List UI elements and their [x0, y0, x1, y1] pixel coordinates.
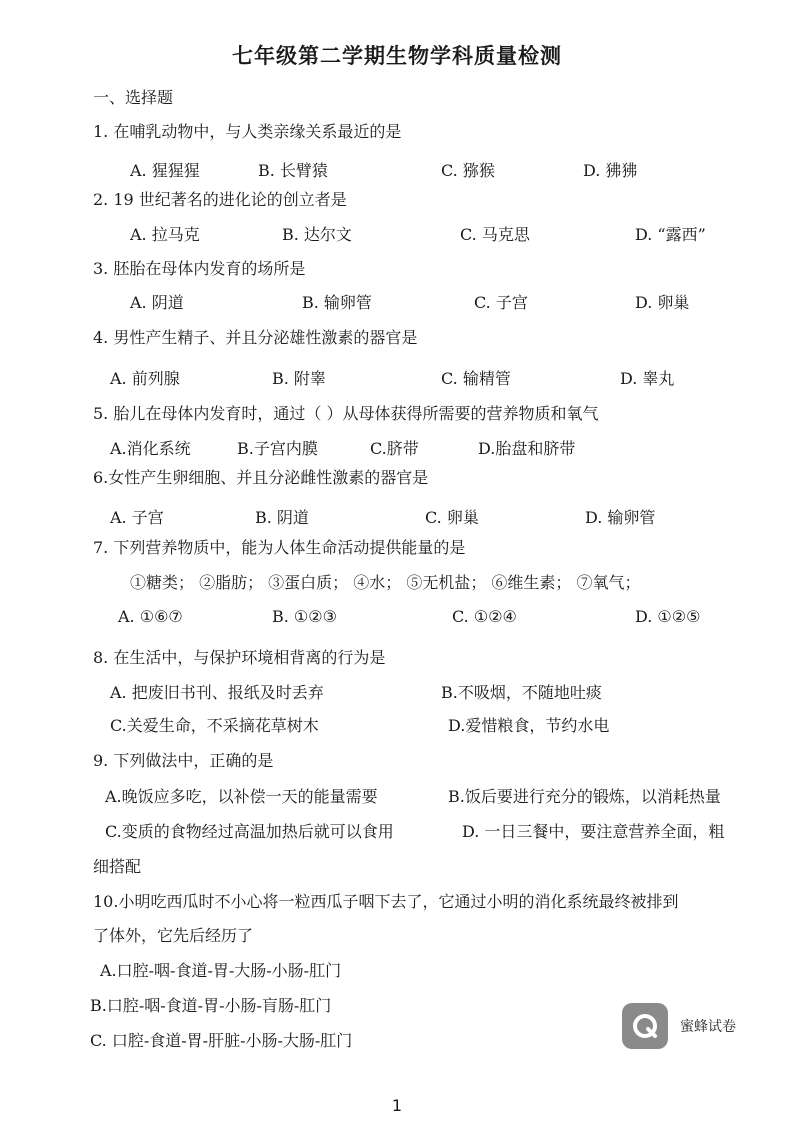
question-8-option-d: D.爱惜粮食，节约水电	[448, 716, 610, 735]
question-10-option-a: A.口腔-咽-食道-胃-大肠-小肠-肛门	[100, 961, 342, 980]
question-2-option-a: A. 拉马克	[130, 225, 200, 244]
question-1-stem: 1. 在哺乳动物中，与人类亲缘关系最近的是	[93, 122, 402, 141]
page-title: 七年级第二学期生物学科质量检测	[232, 43, 562, 68]
question-1-option-b: B. 长臂猿	[258, 161, 328, 180]
question-10-option-b: B.口腔-咽-食道-胃-小肠-肓肠-肛门	[90, 996, 332, 1015]
question-8-option-b: B.不吸烟，不随地吐痰	[441, 683, 602, 702]
question-3-option-c: C. 子宫	[474, 293, 528, 312]
question-9-option-c: C.变质的食物经过高温加热后就可以食用	[105, 822, 394, 841]
question-7-option-b: B. ①②③	[272, 607, 337, 626]
question-5-option-d: D.胎盘和脐带	[478, 439, 576, 458]
question-7-items: ①糖类； ②脂肪； ③蛋白质； ④水； ⑤无机盐； ⑥维生素； ⑦氧气；	[130, 573, 641, 592]
question-1-option-d: D. 狒狒	[583, 161, 638, 180]
question-6-option-d: D. 输卵管	[585, 508, 656, 527]
question-3-option-d: D. 卵巢	[635, 293, 690, 312]
question-8-stem: 8. 在生活中，与保护环境相背离的行为是	[93, 648, 386, 667]
question-1-option-a: A. 猩猩猩	[130, 161, 200, 180]
question-5-option-c: C.脐带	[370, 439, 419, 458]
question-4-option-a: A. 前列腺	[110, 369, 180, 388]
question-4-option-b: B. 附睾	[272, 369, 326, 388]
question-4-option-d: D. 睾丸	[620, 369, 675, 388]
question-2-stem: 2. 19 世纪著名的进化论的创立者是	[93, 190, 347, 209]
section-heading: 一、选择题	[93, 88, 174, 107]
q-logo-icon	[630, 1011, 660, 1041]
watermark-logo	[622, 1003, 668, 1049]
question-9-continuation: 细搭配	[93, 857, 142, 876]
question-2-option-c: C. 马克思	[460, 225, 530, 244]
question-4-option-c: C. 输精管	[441, 369, 511, 388]
question-9-option-a: A.晚饭应多吃，以补偿一天的能量需要	[105, 787, 378, 806]
question-7-option-c: C. ①②④	[452, 607, 517, 626]
question-9-option-d: D. 一日三餐中，要注意营养全面，粗	[462, 822, 725, 841]
question-8-option-c: C.关爱生命，不采摘花草树木	[110, 716, 319, 735]
question-2-option-b: B. 达尔文	[282, 225, 352, 244]
question-6-option-a: A. 子宫	[110, 508, 164, 527]
question-7-stem: 7. 下列营养物质中，能为人体生命活动提供能量的是	[93, 538, 466, 557]
question-3-stem: 3. 胚胎在母体内发育的场所是	[93, 259, 306, 278]
question-6-option-c: C. 卵巢	[425, 508, 479, 527]
question-10-continuation: 了体外，它先后经历了	[93, 926, 254, 945]
question-7-option-a: A. ①⑥⑦	[118, 607, 183, 626]
question-10-stem: 10.小明吃西瓜时不小心将一粒西瓜子咽下去了，它通过小明的消化系统最终被排到	[93, 892, 679, 911]
question-6-stem: 6.女性产生卵细胞、并且分泌雌性激素的器官是	[93, 468, 429, 487]
question-8-option-a: A. 把废旧书刊、报纸及时丢弃	[110, 683, 324, 702]
page-number: 1	[391, 1096, 403, 1115]
watermark-label: 蜜蜂试卷	[680, 1019, 736, 1035]
question-5-option-a: A.消化系统	[110, 439, 191, 458]
question-1-option-c: C. 猕猴	[441, 161, 495, 180]
question-2-option-d: D. “露西”	[635, 225, 706, 244]
question-4-stem: 4. 男性产生精子、并且分泌雄性激素的器官是	[93, 328, 418, 347]
question-5-option-b: B.子宫内膜	[237, 439, 318, 458]
question-9-stem: 9. 下列做法中，正确的是	[93, 751, 274, 770]
question-5-stem: 5. 胎儿在母体内发育时，通过（ ）从母体获得所需要的营养物质和氧气	[93, 404, 599, 423]
question-3-option-a: A. 阴道	[130, 293, 184, 312]
question-3-option-b: B. 输卵管	[302, 293, 372, 312]
question-9-option-b: B.饭后要进行充分的锻炼，以消耗热量	[448, 787, 721, 806]
question-10-option-c: C. 口腔-食道-胃-肝脏-小肠-大肠-肛门	[90, 1031, 353, 1050]
question-6-option-b: B. 阴道	[255, 508, 309, 527]
question-7-option-d: D. ①②⑤	[635, 607, 701, 626]
